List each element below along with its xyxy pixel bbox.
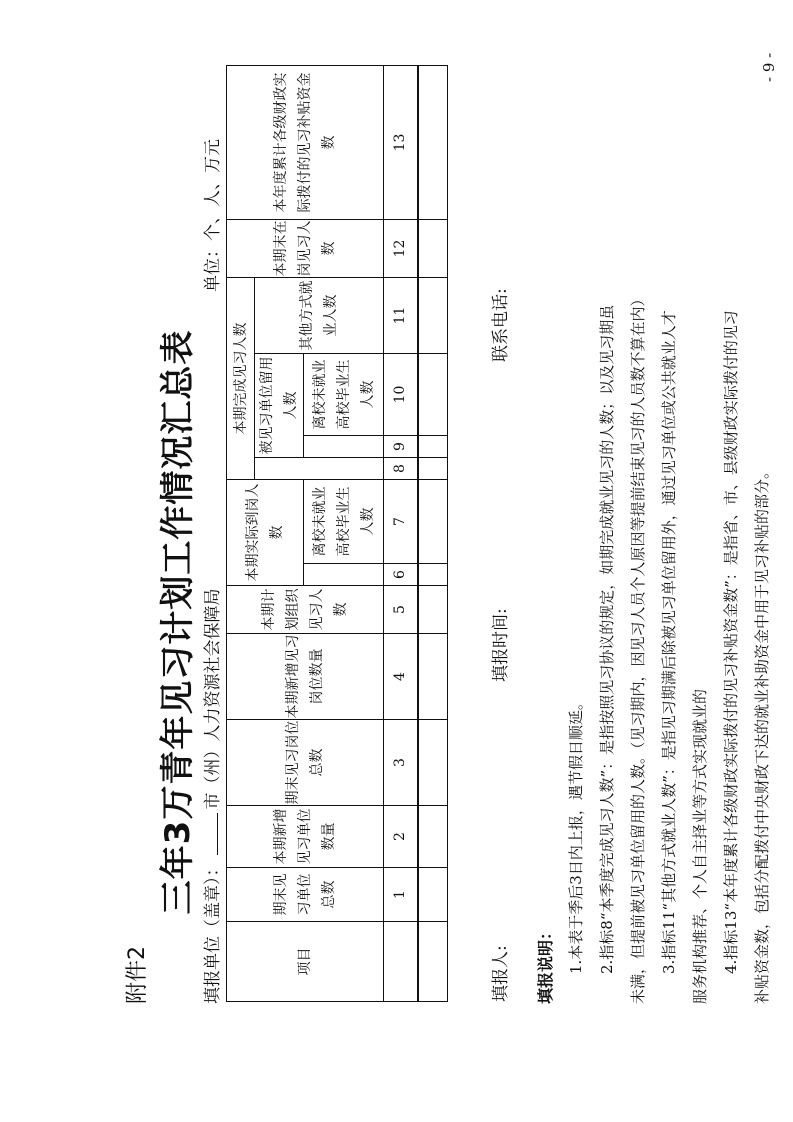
phone-label: 联系电话: xyxy=(491,288,511,362)
data-cell xyxy=(418,586,448,634)
data-cell xyxy=(418,278,448,354)
header-col11: 其他方式就业人数 xyxy=(255,278,384,354)
page-title: 三年3万青年见习计划工作情况汇总表 xyxy=(158,329,198,915)
header-col6-group: 本期实际到岗人数 xyxy=(227,480,304,586)
number-cell: 12 xyxy=(384,220,418,278)
data-cell xyxy=(418,436,448,458)
number-cell: 1 xyxy=(384,868,418,922)
header-col7: 离校未就业高校毕业生人数 xyxy=(304,480,384,564)
note-line: 4.指标13“本年度累计各级财政实际拨付的见习补贴资金数”：是指省、市、县级财政实际拨付的见习 xyxy=(722,310,740,974)
header-col9-group: 被见习单位留用人数 xyxy=(255,354,304,458)
number-cell: 2 xyxy=(384,806,418,868)
data-cell xyxy=(418,634,448,720)
notes-section xyxy=(530,291,778,1004)
number-cell: 3 xyxy=(384,720,418,806)
data-cell xyxy=(418,564,448,586)
number-cell-blank xyxy=(384,922,418,1002)
header-col12: 本期末在岗见习人数 xyxy=(227,220,384,278)
header-col6-cell xyxy=(304,564,384,586)
notes-heading: 填报说明： xyxy=(536,923,555,1004)
note-line: 补贴资金数，包括分配拨付中央财政下达的就业补助资金中用于见习补贴的部分。 xyxy=(753,463,771,1004)
number-cell: 7 xyxy=(384,480,418,564)
data-cell xyxy=(418,720,448,806)
data-cell xyxy=(418,806,448,868)
header-col8-cell xyxy=(255,458,384,480)
note-line: 1.本表于季后3日内上报，遇节假日顺延。 xyxy=(567,695,585,974)
header-col1: 期末见习单位总数 xyxy=(227,868,384,922)
number-cell: 13 xyxy=(384,66,418,220)
data-cell xyxy=(418,868,448,922)
number-cell: 6 xyxy=(384,564,418,586)
data-cell xyxy=(418,354,448,436)
number-cell: 8 xyxy=(384,458,418,480)
header-col3: 期末见习岗位总数 xyxy=(227,720,384,806)
header-col9-cell xyxy=(304,436,384,458)
filling-unit-line xyxy=(198,589,223,1005)
summary-table xyxy=(226,65,448,1002)
header-col2: 本期新增见习单位数量 xyxy=(227,806,384,868)
header-col4: 本期新增见习岗位数量 xyxy=(227,634,384,720)
number-cell: 4 xyxy=(384,634,418,720)
data-cell xyxy=(418,458,448,480)
data-cell xyxy=(418,66,448,220)
note-line: 服务机构推荐、个人自主择业等方式实现就业的 xyxy=(691,688,709,1004)
data-cell xyxy=(418,922,448,1002)
table-row xyxy=(418,66,448,1002)
filler-label: 填报人: xyxy=(491,945,511,1002)
annex-label: 附件2 xyxy=(125,946,150,1004)
note-line: 未满，但提前被见习单位留用的人数。（见习期内，因见习人员个人原因等提前结束见习的人员数不算在内） xyxy=(629,291,647,1004)
data-cell xyxy=(418,220,448,278)
unit-prefix: 填报单位（盖章）： xyxy=(203,859,223,1004)
page-number: - 9 - xyxy=(760,52,778,82)
number-cell: 5 xyxy=(384,586,418,634)
header-col13: 本年度累计各级财政实际拨付的见习补贴资金数 xyxy=(227,66,384,220)
date-label: 填报时间: xyxy=(491,608,511,682)
unit-suffix: 市（州）人力资源社会保障局 xyxy=(203,588,223,810)
header-item: 项目 xyxy=(227,922,384,1002)
header-col10: 离校未就业高校毕业生人数 xyxy=(304,354,384,436)
number-cell: 9 xyxy=(384,436,418,458)
number-cell: 11 xyxy=(384,278,418,354)
data-cell xyxy=(418,480,448,564)
unit-blank xyxy=(217,814,218,856)
note-line: 2.指标8“本季度完成见习人数”：是指按照见习协议的规定，如期完成就业见习的人数；以及见习期虽 xyxy=(598,304,616,974)
note-line: 3.指标11“其他方式就业人数”：是指见习期满后除被见习单位留用外，通过见习单位或公共就业人才 xyxy=(660,310,678,974)
unit-measure: 单位：个、人、万元 xyxy=(203,139,223,292)
header-col8-group: 本期完成见习人数 xyxy=(227,278,255,480)
header-col5: 本期计划组织见习人数 xyxy=(227,586,384,634)
number-cell: 10 xyxy=(384,354,418,436)
column-number-row xyxy=(384,66,418,1002)
